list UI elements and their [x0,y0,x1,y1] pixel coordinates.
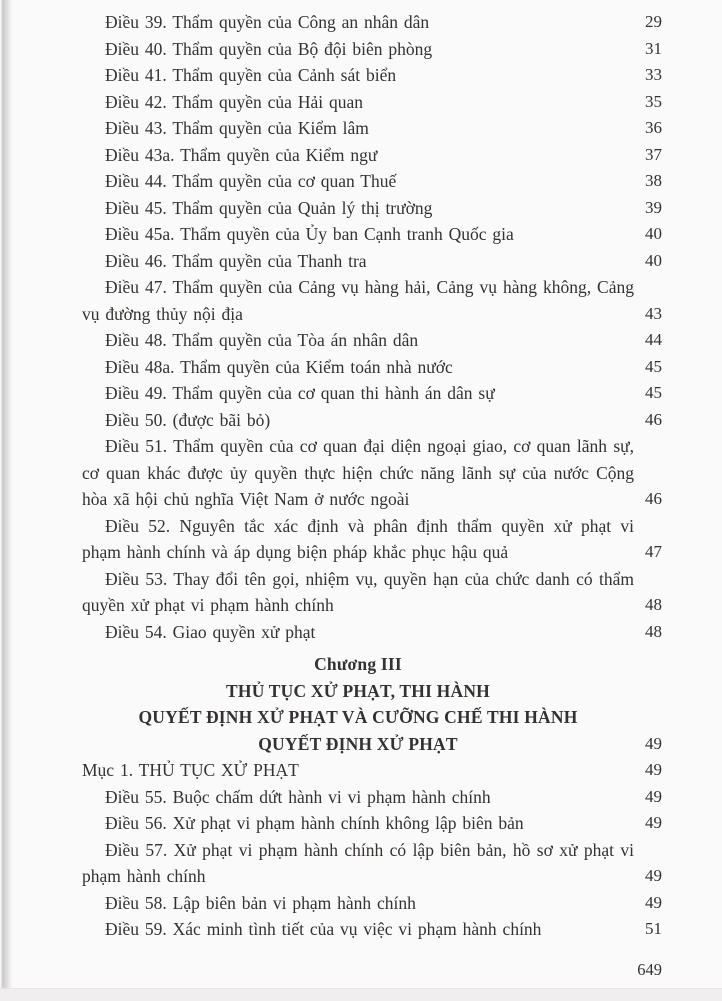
toc-entry-label: Điều 43a. Thẩm quyền của Kiểm ngư [105,144,378,165]
chapter-kicker: Chương III [314,654,402,674]
page-bottom-edge [0,988,722,1001]
chapter-title-line-1: THỦ TỤC XỬ PHẠT, THI HÀNH [226,680,490,701]
toc-entry [82,566,662,619]
toc-entry [82,890,662,917]
toc-entry [82,168,662,195]
toc-entry-page: 37 [645,144,662,164]
toc-entry-label: Điều 50. (được bãi bỏ) [105,409,271,430]
toc-entry-page: 51 [645,919,662,938]
toc-entry-label: Điều 57. Xử phạt vi phạm hành chính có lập biên bản, hồ sơ xử phạt vi phạm hành chính [82,839,634,886]
toc-entry-label: Điều 48a. Thẩm quyền của Kiểm toán nhà nước [105,356,453,377]
page-number: 649 [637,959,662,979]
toc-entry-label: Điều 52. Nguyên tắc xác định và phân định thẩm quyền xử phạt vi phạm hành chính và áp dụng biện pháp khắc phục hậu quả [82,515,634,562]
chapter-heading [82,651,662,757]
toc-entry [82,810,662,837]
toc-entry [82,407,662,434]
toc-entry-label: Điều 44. Thẩm quyền của cơ quan Thuế [105,171,397,191]
toc-entry-label: Điều 54. Giao quyền xử phạt [105,621,316,642]
toc-entry-label: Điều 55. Buộc chấm dứt hành vi vi phạm hành chính [105,786,491,807]
toc-entry [82,36,662,63]
toc-entry-page: 33 [645,65,662,84]
toc-entry-label: Điều 58. Lập biên bản vi phạm hành chính [105,892,416,913]
toc-entry-page: 46 [645,409,662,429]
toc-entry-page: 49 [645,892,662,912]
toc-entry-page: 48 [645,621,662,641]
toc-entry-label: Điều 45a. Thẩm quyền của Ủy ban Cạnh tranh Quốc gia [105,224,514,244]
toc-entry [82,221,662,248]
toc-entry [82,433,662,513]
toc-entry-page: 49 [645,813,662,832]
toc-entry-page: 40 [645,250,662,270]
toc-entry-page: 31 [645,38,662,58]
toc-entry [82,354,662,381]
toc-entry-page: 44 [645,330,662,349]
toc-entry-label: Điều 51. Thẩm quyền của cơ quan đại diện ngoại giao, cơ quan lãnh sự, cơ quan khác được ủy quyền thực hiện chức năng lãnh sự của nước Cộng hòa xã hội chủ nghĩa Việt Nam ở nước ngoài [82,436,634,509]
toc-entry [82,916,662,943]
chapter-title-line-2: QUYẾT ĐỊNH XỬ PHẠT VÀ CƯỠNG CHẾ THI HÀNH [138,707,578,727]
toc-entry-page: 39 [645,197,662,217]
toc-entry [82,837,662,890]
toc-entry [82,62,662,89]
toc-entry-label: Điều 47. Thẩm quyền của Cảng vụ hàng hải, Cảng vụ hàng không, Cảng vụ đường thủy nội địa [82,277,634,324]
toc-entry-label: Mục 1. THỦ TỤC XỬ PHẠT [82,760,299,780]
toc-entry-page: 40 [645,224,662,243]
toc-entry [82,248,662,275]
toc-entry-label: Điều 43. Thẩm quyền của Kiểm lâm [105,118,369,138]
chapter-title-line-3: QUYẾT ĐỊNH XỬ PHẠT [258,733,458,754]
toc-entry [82,327,662,354]
toc-entry-page: 46 [645,489,662,508]
toc-list-before-chapter [82,9,662,645]
toc-entry [82,9,662,36]
toc-entry-page: 45 [645,356,662,376]
toc-entry-label: Điều 40. Thẩm quyền của Bộ đội biên phòng [105,38,433,59]
toc-entry-page: 48 [645,595,662,614]
toc-entry-page: 38 [645,171,662,190]
toc-content [82,9,662,981]
toc-list-after-chapter [82,757,662,943]
toc-entry-label: Điều 39. Thẩm quyền của Công an nhân dân [105,12,430,32]
toc-entry-page: 49 [645,866,662,885]
toc-entry-page: 36 [645,118,662,137]
toc-entry [82,115,662,142]
page-spine-shadow [0,0,14,1001]
toc-entry-label: Điều 49. Thẩm quyền của cơ quan thi hành án dân sự [105,383,495,403]
toc-entry-page: 35 [645,91,662,111]
toc-entry [82,513,662,566]
toc-entry-page: 45 [645,383,662,402]
toc-entry-label: Điều 45. Thẩm quyền của Quản lý thị trường [105,197,433,218]
toc-entry [82,274,662,327]
toc-entry-label: Điều 56. Xử phạt vi phạm hành chính không lập biên bản [105,813,524,833]
toc-entry-page: 49 [645,760,662,779]
toc-entry [82,142,662,169]
toc-entry [82,757,662,784]
toc-entry-page: 29 [645,12,662,31]
toc-entry-page: 43 [645,303,662,323]
chapter-page-number: 49 [645,733,662,753]
toc-entry-label: Điều 42. Thẩm quyền của Hải quan [105,91,363,112]
toc-entry [82,380,662,407]
toc-entry-label: Điều 59. Xác minh tình tiết của vụ việc vi phạm hành chính [105,919,542,939]
toc-entry [82,89,662,116]
toc-entry-label: Điều 53. Thay đổi tên gọi, nhiệm vụ, quyền hạn của chức danh có thẩm quyền xử phạt vi phạm hành chính [82,568,634,615]
toc-entry [82,195,662,222]
toc-entry [82,619,662,646]
toc-entry [82,784,662,811]
toc-entry-page: 49 [645,786,662,806]
toc-entry-page: 47 [645,542,662,561]
toc-entry-label: Điều 41. Thẩm quyền của Cảnh sát biển [105,65,397,85]
toc-entry-label: Điều 48. Thẩm quyền của Tòa án nhân dân [105,330,419,350]
toc-entry-label: Điều 46. Thẩm quyền của Thanh tra [105,250,367,271]
